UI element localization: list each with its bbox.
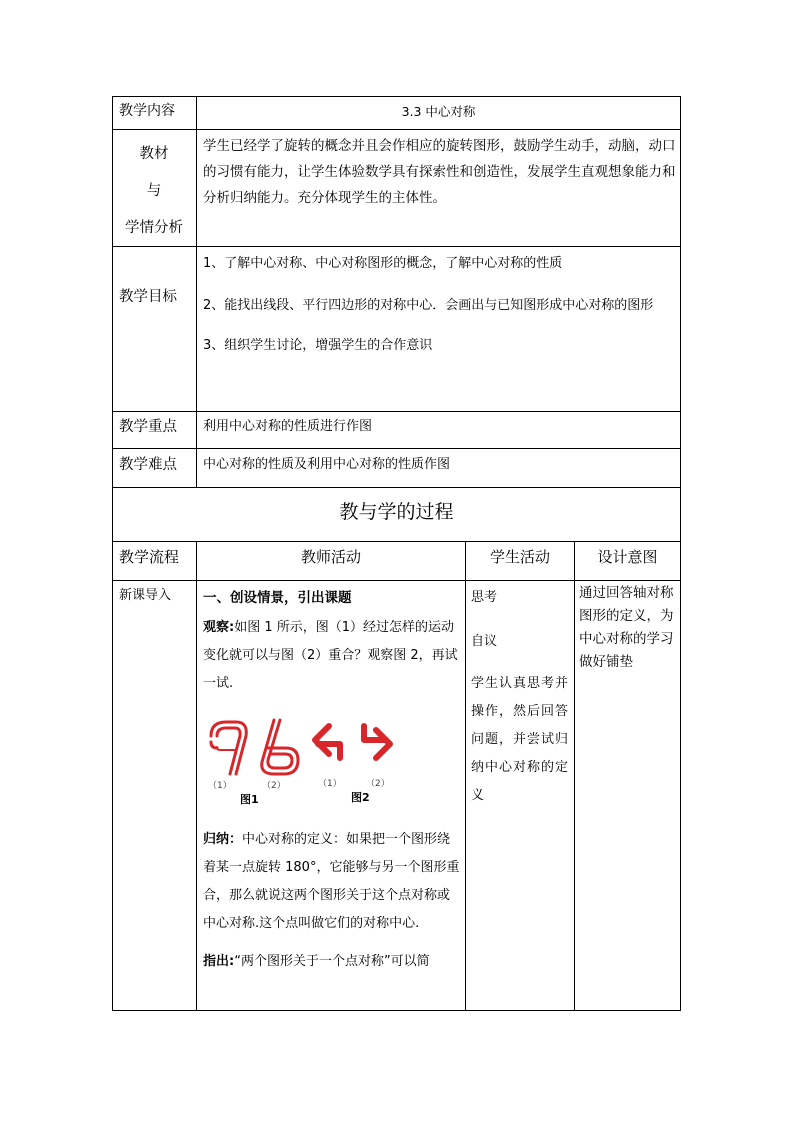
header-teacher: 教师活动 [300, 548, 361, 566]
goals-label: 教学目标 [119, 289, 177, 305]
row-divider [112, 448, 681, 449]
material-label-line: 教材 [139, 146, 169, 162]
observe-paragraph [203, 614, 461, 698]
point-paragraph [203, 948, 461, 976]
column-divider [196, 96, 197, 487]
figure2-label: 图2 [351, 791, 370, 804]
teacher-activity [203, 586, 461, 698]
difficult-value: 中心对称的性质及利用中心对称的性质作图 [203, 457, 451, 472]
design-intent: 通过回答轴对称图形的定义，为中心对称的学习做好铺垫 [579, 585, 674, 670]
content-value: 3.3 中心对称 [401, 104, 476, 119]
flow-stage: 新课导入 [119, 588, 172, 603]
observe-label: 观察: [203, 620, 235, 635]
student-activity [471, 584, 571, 810]
student-line: 学生认真思考并操作，然后回答问题，并尝试归纳中心对称的定义 [471, 676, 570, 803]
row-divider [112, 541, 681, 542]
figure2-shape2 [364, 726, 390, 758]
summary-label: 归纳： [203, 832, 243, 847]
row-divider [112, 129, 681, 130]
material-text: 学生已经学了旋转的概念并且会作相应的旋转图形，鼓励学生动手，动脑，动口的习惯有能力，让学生体验数学具有探索性和创造性，发展学生直观想象能力和分析归纳能力。充分体现学生的主体性。 [203, 138, 676, 206]
lesson-plan-table [112, 96, 681, 1011]
key-label: 教学重点 [119, 419, 177, 435]
figure1-shape1 [211, 722, 246, 774]
rotation-figure [206, 716, 421, 806]
column-divider [574, 541, 575, 1011]
header-student: 学生活动 [489, 548, 550, 566]
figure1-caption2: （2） [262, 781, 286, 791]
section-title: 一、创设情景，引出课题 [203, 590, 352, 606]
goal-item: 2、能找出线段、平行四边形的对称中心．会画出与已知图形成中心对称的图形 [203, 298, 654, 313]
material-label-line: 学情分析 [125, 220, 183, 236]
difficult-label: 教学难点 [119, 457, 177, 473]
point-text: “两个图形关于一个点对称”可以简 [234, 954, 430, 969]
row-divider [112, 580, 681, 581]
content-label: 教学内容 [119, 103, 175, 119]
figure1-caption1: （1） [208, 781, 232, 791]
header-design: 设计意图 [597, 548, 658, 566]
figure2-caption1: （1） [318, 779, 342, 789]
observe-text: 如图 1 所示，图（1）经过怎样的运动变化就可以与图（2）重合？观察图 2，再试一试. [203, 620, 458, 691]
column-divider [196, 541, 197, 1011]
goal-item: 3、组织学生讨论，增强学生的合作意识 [203, 338, 433, 353]
goal-item: 1、了解中心对称、中心对称图形的概念，了解中心对称的性质 [203, 256, 563, 271]
table-border-bottom [112, 1010, 681, 1011]
column-divider [465, 541, 466, 1011]
figure1-shape2 [262, 720, 298, 774]
header-flow: 教学流程 [119, 548, 180, 566]
summary-paragraph [203, 826, 461, 938]
material-label [112, 136, 196, 247]
material-label-line: 与 [146, 183, 162, 199]
student-line: 自议 [471, 634, 498, 649]
student-line: 思考 [471, 590, 498, 605]
table-border-top [112, 96, 681, 97]
key-value: 利用中心对称的性质进行作图 [203, 419, 373, 434]
figure1-label: 图1 [240, 793, 259, 806]
figure2-shape1 [315, 726, 340, 758]
row-divider [112, 411, 681, 412]
point-label: 指出: [203, 954, 235, 969]
process-title: 教与学的过程 [339, 501, 454, 523]
teacher-activity-continued [203, 826, 461, 976]
summary-text: 中心对称的定义：如果把一个图形绕着某一点旋转 180°，它能够与另一个图形重合，那么就说这两个图形关于这个点对称或中心对称.这个点叫做它们的对称中心. [203, 832, 460, 931]
figure2-caption2: （2） [366, 779, 390, 789]
goals-list [203, 252, 676, 358]
table-border-right [680, 96, 681, 1011]
row-divider [112, 246, 681, 247]
row-divider [112, 487, 681, 488]
